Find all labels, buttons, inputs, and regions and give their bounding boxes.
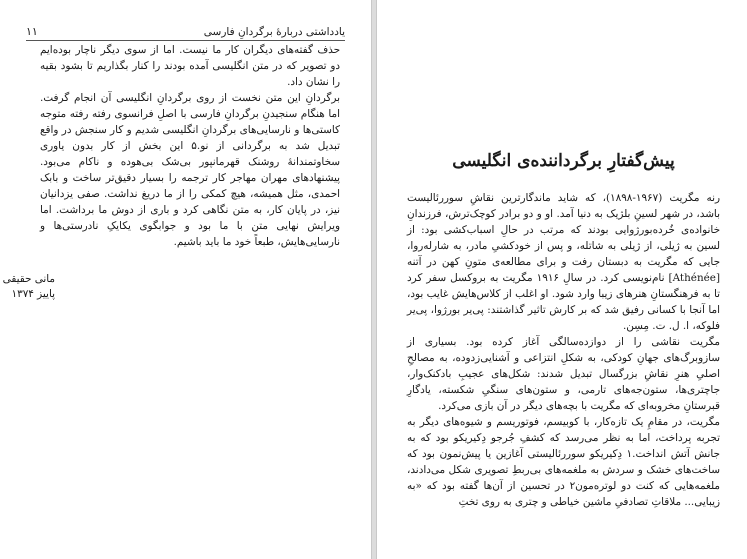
running-head-title: یادداشتی دربارهٔ برگردانِ فارسی [203,26,345,38]
left-page-body [40,42,340,250]
right-page [376,0,747,559]
signature-name: مانی حقیقی [2,273,55,285]
running-head [26,24,345,41]
paragraph: مگریت نقاشی را از دوازده‌سالگی آغاز کرده بود. بسیاری از سازوبرگ‌های جهانِ کودکی، به شکلِ انتزاعی و آشنایی‌زدوده، به مصالحِ اصلیِ هنرِ نقاشِ بزرگسال تبدیل شدند: شکل‌های عجیبِ بادکنک‌وار، جاچتری‌ها، ستون‌جه‌های تارمی، و ستون‌های سنگیِ شکسته، یادگارِ قبرستانِ مخروبه‌ای که مگریت با بچه‌های دیگر در آن بازی می‌کرد. [407,336,720,412]
translator-signature [3,272,55,302]
chapter-title: پیش‌گفتارِ برگرداننده‌ی انگلیسی [452,151,675,171]
left-page [0,0,372,559]
paragraph: برگردانِ این متن نخست از روی برگردانِ انگلیسی آن انجام گرفت. اما هنگام سنجیدنِ برگردانِ فارسی با اصلِ فرانسوی رفته رفته متوجه کاستی‌ها و نارسایی‌های برگردانِ انگلیسی شدیم و کار سنجش در واقع تبدیل شد به برگردانی از نو.۵ این بخش از کار بدون یاوری سخاوتمندانهٔ روشنک قهرمانپور بی‌شک بی‌هوده و ناکام می‌بود. پیشنهادهای مهران مهاجر کار ترجمه را بسیار دقیق‌تر ساخت و بابک احمدی، مثل همیشه، هیچ کمکی را از ما دریغ نداشت. صفی یزدانیان نیز، در پایان کار، به متن نگاهی کرد و باری از دوش ما برداشت. اما ویرایش نهایی متن با ما بود و جوابگوی یکایکِ نادرستی‌ها و نارسایی‌هایش، طبعاً خود ما باید باشیم. [40,92,341,248]
paragraph: رنه مگریت (۱۹۶۷-۱۸۹۸)، که شاید ماندگارترین نقاشِ سوررئالیست باشد، در شهر لسینِ بلژیک به دنیا آمد. او و دو برادر کوچک‌ترش، فرزندانِ خانواده‌ی خُرده‌بورژوایی بودند که مرتب در حالِ اسباب‌کشی بود: از لسین به ژیلی، از ژیلی به شاتله، و پس از خودکشیِ مادر، به شارله‌روا، جایی که مگریت به دبستان رفت و برای مطالعه‌ی متونِ کهن در آتنه [Athénée] نام‌نویسی کرد. در سالِ ۱۹۱۶ مگریت به بروکسل سفر کرد تا به فرهنگستانِ هنرهای زیبا وارد شود. او اغلب از کلاس‌هایش غایب بود، اما آنجا با کسانی رفیق شد که بر کارش تاثیر گذاشتند: پی‌یر بورژوا، پی‌یر فلوکه، ا. ل. ت. مِسِن. [407,192,720,332]
paragraph: مگریت، در مقامِ یک تازه‌کار، با کوبیسم، فوتوریسم و شیوه‌های دیگر به تجربه پرداخت، اما به نظر می‌رسد که کشفِ جُرجو دِکیریکو بود که به جانش آتش انداخت.۱ دِکیریکو سوررئالیستی آغازین یا پیش‌نمون بود که ساخت‌های خشک و سردش به ملغمه‌های بی‌ربطِ تصویری شکل می‌دادند، ملغمه‌هایی که کنت دو لوتره‌مون۲ در تحسین از آن‌ها گفته بود که «به زیبایی... ملاقاتِ تصادفیِ ماشین خیاطی و چتری به روی تختِ [407,416,720,508]
page-number: ۱۱ [26,25,38,38]
signature-date: پاییز ۱۳۷۴ [11,288,55,300]
right-page-body [407,190,720,510]
paragraph: حذف گفته‌های دیگران کار ما نیست. اما از سوی دیگر ناچار بوده‌ایم دو تصویر که در متن انگلیسی آمده بودند را کنار بگذاریم تا بشود بقیه را نشان داد. [40,44,340,88]
